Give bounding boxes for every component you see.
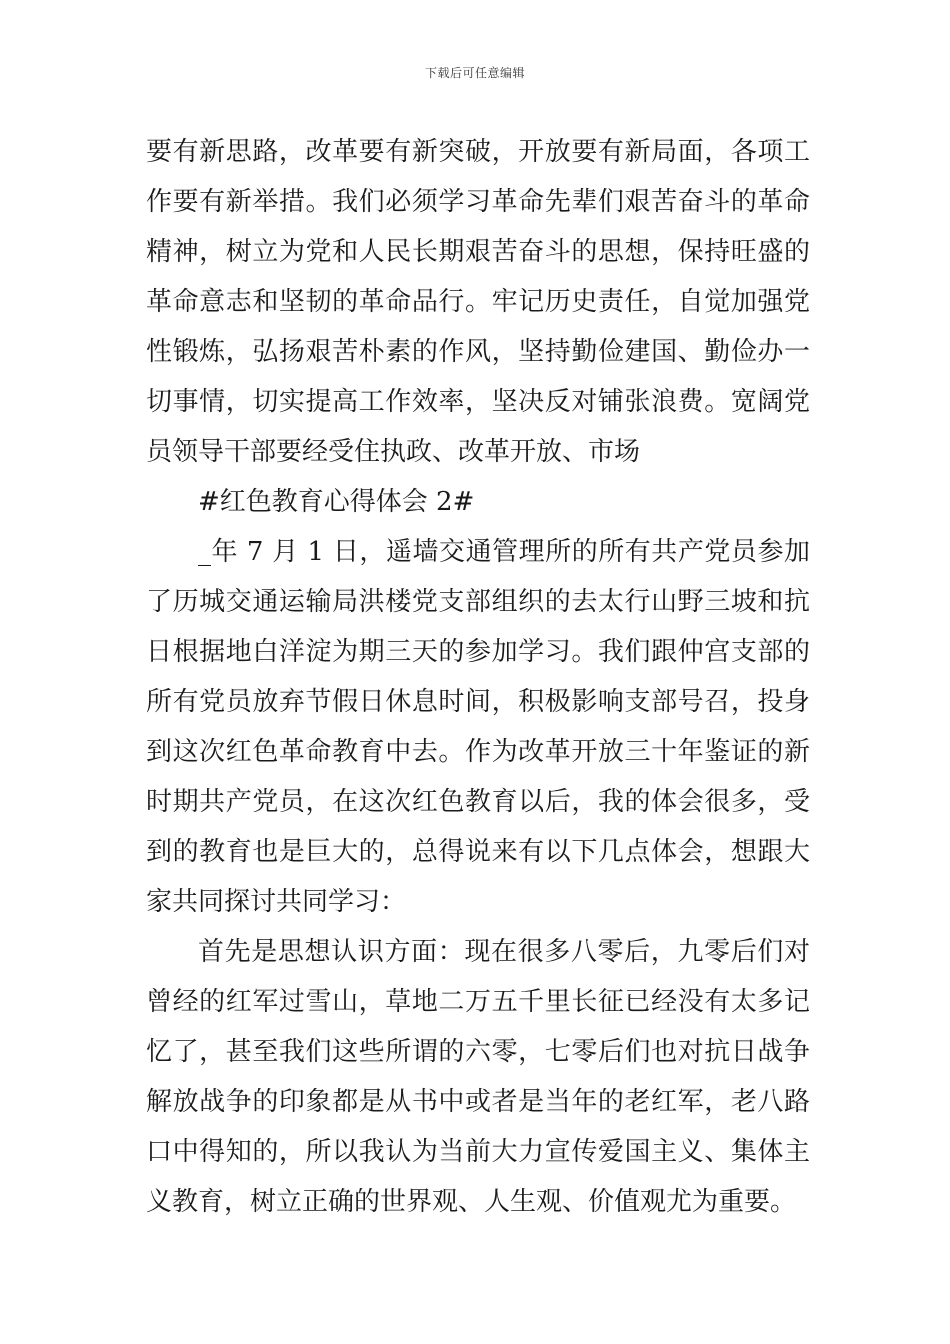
- paragraph-event: _年 7 月 1 日，遥墙交通管理所的所有共产党员参加了历城交通运输局洪楼党支部组织的去太行山野三坡和抗日根据地白洋淀为期三天的参加学习。我们跟仲宫支部的所有党员放弃节假日休息时间，积极影响支部号召，投身到这次红色革命教育中去。作为改革开放三十年鉴证的新时期共产党员，在这次红色教育以后，我的体会很多，受到的教育也是巨大的，总得说来有以下几点体会，想跟大家共同探讨共同学习：: [146, 537, 810, 917]
- section-heading: #红色教育心得体会 2#: [198, 487, 475, 517]
- document-body: [146, 127, 810, 1227]
- paragraph-continuation: 要有新思路，改革要有新突破，开放要有新局面，各项工作要有新举措。我们必须学习革命先辈们艰苦奋斗的革命精神，树立为党和人民长期艰苦奋斗的思想，保持旺盛的革命意志和坚韧的革命品行。牢记历史责任，自觉加强党性锻炼，弘扬艰苦朴素的作风，坚持勤俭建国、勤俭办一切事情，切实提高工作效率，坚决反对铺张浪费。宽阔党员领导干部要经受住执政、改革开放、市场: [146, 137, 810, 467]
- paragraph-first-point: 首先是思想认识方面：现在很多八零后，九零后们对曾经的红军过雪山，草地二万五千里长征已经没有太多记忆了，甚至我们这些所谓的六零，七零后们也对抗日战争解放战争的印象都是从书中或者是当年的老红军，老八路口中得知的，所以我认为当前大力宣传爱国主义、集体主义教育，树立正确的世界观、人生观、价值观尤为重要。: [146, 937, 810, 1217]
- page-header: 下载后可任意编辑: [424, 66, 525, 80]
